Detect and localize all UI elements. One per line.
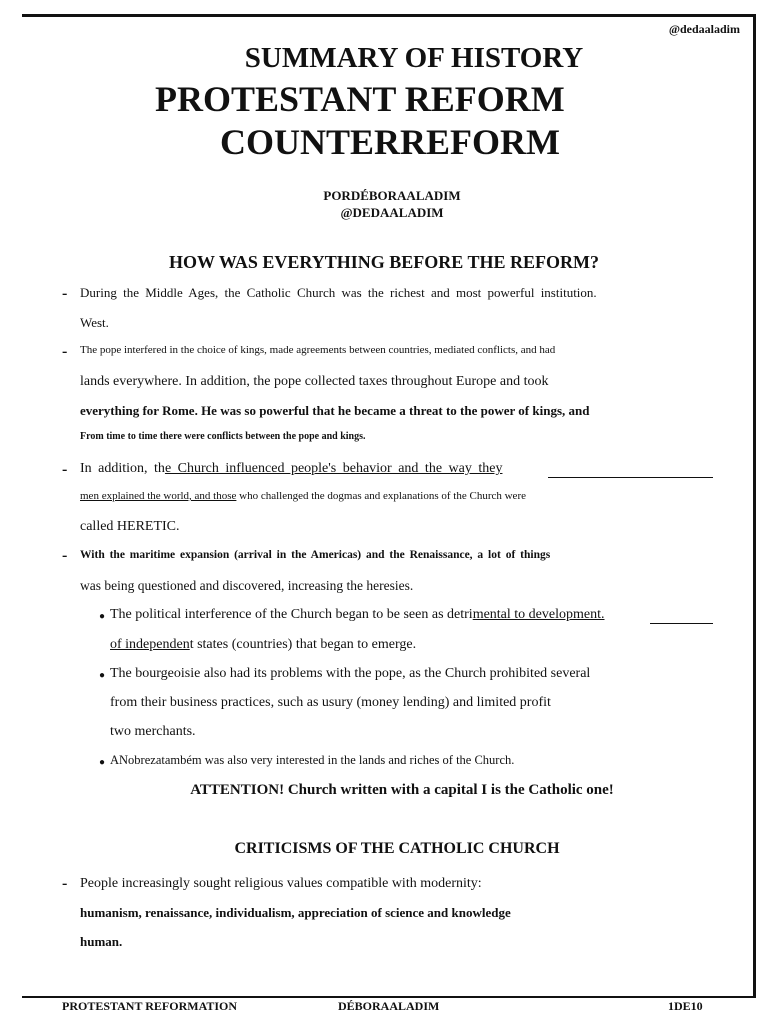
footer-page-number: 1DE10 [668,999,703,1013]
bullet-marker: ● [99,757,106,768]
dash-marker: - [62,547,68,564]
section-heading-before-reform: HOW WAS EVERYTHING BEFORE THE REFORM? [169,252,599,272]
bullet-line: two merchants. [110,724,196,739]
dash-marker: - [62,343,68,360]
title-line-3: COUNTERREFORM [220,122,560,162]
title-line-1: SUMMARY OF HISTORY [244,42,584,74]
dash-marker: - [62,461,68,478]
paragraph-line: humanism, renaissance, individualism, appreciation of science and knowledge [80,905,511,920]
bullet-line: ANobrezatambém was also very interested in the lands and riches of the Church. [110,753,515,767]
paragraph-line: men explained the world, and those who challenged the dogmas and explanations of the Church were [80,490,526,502]
bullet-line: The bourgeoisie also had its problems with the pope, as the Church prohibited several [110,666,591,681]
paragraph-line: West. [80,315,109,330]
paragraph-line: With the maritime expansion (arrival in the Americas) and the Renaissance, a lot of things [80,549,551,561]
author-name: PORDÉBORAALADIM [323,188,461,203]
paragraph-line: called HERETIC. [80,519,180,534]
bullet-marker: ● [99,670,106,681]
paragraph-line: was being questioned and discovered, increasing the heresies. [80,578,414,593]
paragraph-line: During the Middle Ages, the Catholic Church was the richest and most powerful institution. [80,285,597,300]
attention-note: ATTENTION! Church written with a capital I is the Catholic one! [190,782,614,798]
paragraph-line: People increasingly sought religious values compatible with modernity: [80,876,482,891]
author-handle-caps: @DEDAALADIM [340,205,444,220]
paragraph-line: lands everywhere. In addition, the pope collected taxes throughout Europe and took [80,374,549,389]
section-heading-criticisms: CRITICISMS OF THE CATHOLIC CHURCH [234,840,560,857]
page-border-top [22,14,756,17]
paragraph-line: The pope interfered in the choice of kings, made agreements between countries, mediated conflicts, and had [80,344,556,356]
paragraph-line: From time to time there were conflicts between the pope and kings. [80,431,366,442]
bullet-marker: ● [99,611,106,622]
footer-center: DÉBORAALADIM [338,999,440,1013]
dash-marker: - [62,875,68,892]
title-line-2: PROTESTANT REFORM [155,79,565,119]
bullet-line: The political interference of the Church began to be seen as detrimental to development. [110,607,605,622]
footer-left: PROTESTANT REFORMATION [62,999,238,1013]
page-border-bottom [22,996,756,998]
underline-rule [548,477,713,478]
bullet-line: from their business practices, such as usury (money lending) and limited profit [110,695,551,710]
paragraph-line: human. [80,934,123,949]
paragraph-line: In addition, the Church influenced people's behavior and the way they [80,461,503,476]
bullet-line: of independent states (countries) that began to emerge. [110,637,417,652]
underline-rule [650,623,713,624]
dash-marker: - [62,285,68,302]
author-handle: @dedaaladim [668,22,740,36]
paragraph-line: everything for Rome. He was so powerful that he became a threat to the power of kings, and [80,403,590,418]
